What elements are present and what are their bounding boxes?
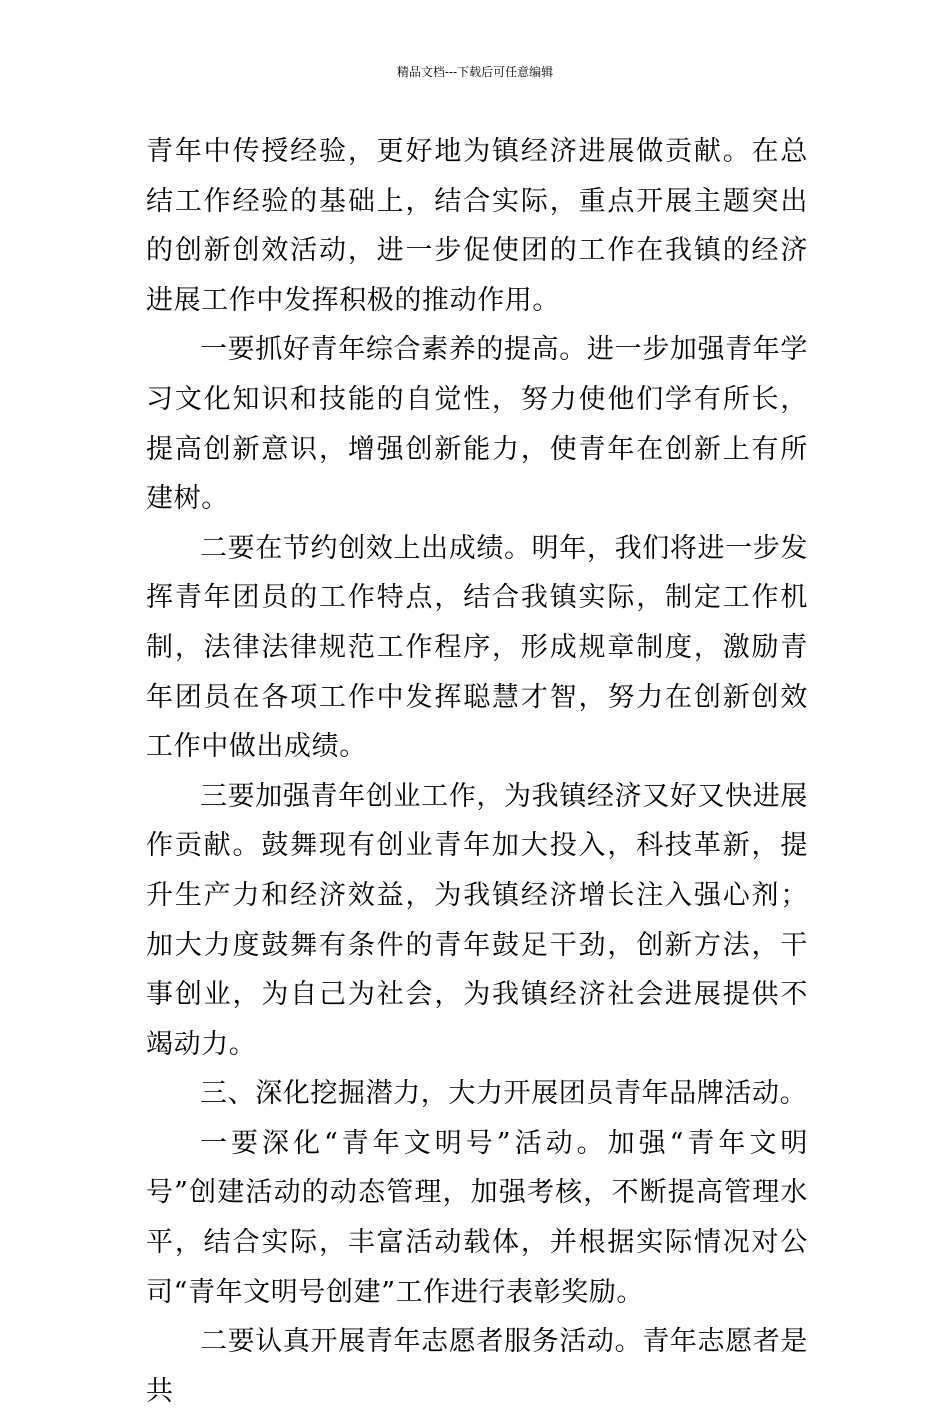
paragraph-4: 三要加强青年创业工作，为我镇经济又好又快进展作贡献。鼓舞现有创业青年加大投入，科技革新，提升生产力和经济效益，为我镇经济增长注入强心剂；加大力度鼓舞有条件的青年鼓足干劲，创新方法，干事创业，为自己为社会，为我镇经济社会进展提供不竭动力。 — [146, 780, 808, 1060]
paragraph-3: 二要在节约创效上出成绩。明年，我们将进一步发挥青年团员的工作特点，结合我镇实际，制定工作机制，法律法律规范工作程序，形成规章制度，激励青年团员在各项工作中发挥聪慧才智，努力在创新创效工作中做出成绩。 — [146, 532, 808, 763]
document-body — [146, 127, 808, 1416]
page-header: 精品文档---下载后可任意编辑 — [396, 65, 554, 79]
paragraph-2: 一要抓好青年综合素养的提高。进一步加强青年学习文化知识和技能的自觉性，努力使他们学有所长，提高创新意识，增强创新能力，使青年在创新上有所建树。 — [146, 334, 808, 515]
paragraph-1: 青年中传授经验，更好地为镇经济进展做贡献。在总结工作经验的基础上，结合实际，重点开展主题突出的创新创效活动，进一步促使团的工作在我镇的经济进展工作中发挥积极的推动作用。 — [146, 136, 808, 316]
section-heading-3: 三、深化挖掘潜力，大力开展团员青年品牌活动。 — [200, 1078, 808, 1110]
paragraph-5: 一要深化“青年文明号”活动。加强“青年文明号”创建活动的动态管理，加强考核，不断提高管理水平，结合实际，丰富活动载体，并根据实际情况对公司“青年文明号创建”工作进行表彰奖励。 — [146, 1127, 808, 1308]
paragraph-6: 二要认真开展青年志愿者服务活动。青年志愿者是共 — [146, 1326, 808, 1407]
